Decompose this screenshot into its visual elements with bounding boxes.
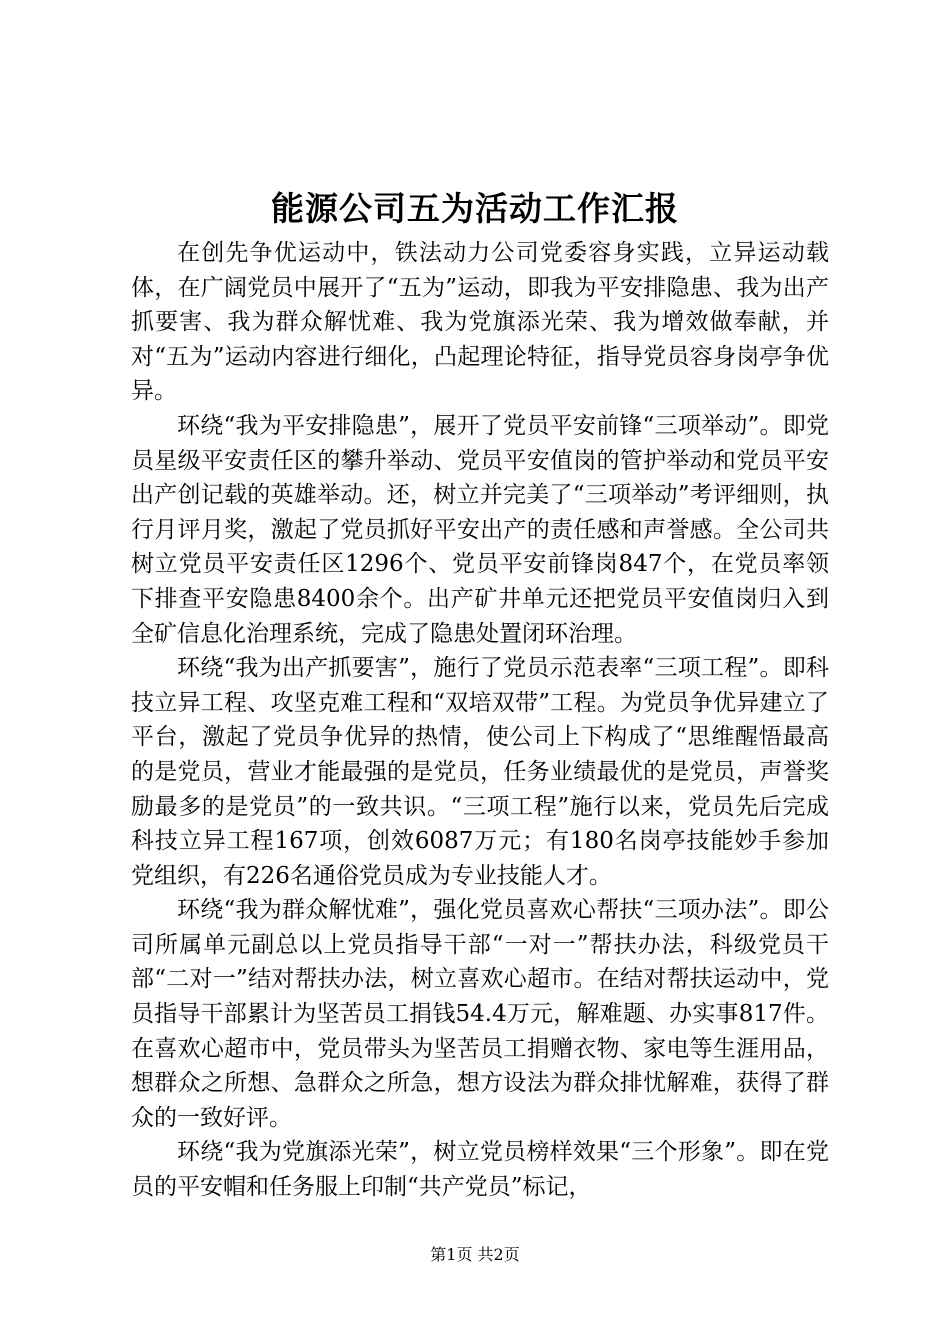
document-title: 能源公司五为活动工作汇报 bbox=[271, 189, 679, 228]
paragraph-intro: 在创先争优运动中，铁法动力公司党委容身实践，立异运动载体，在广阔党员中展开了“五为”运动，即我为平安排隐患、我为出产抓要害、我为群众解忧难、我为党旗添光荣、我为增效做奉献，并对“五为”运动内容进行细化，凸起理论特征，指导党员容身岗亭争优异。 bbox=[131, 240, 829, 405]
paragraph-safety: 环绕“我为平安排隐患”，展开了党员平安前锋“三项举动”。即党员星级平安责任区的攀升举动、党员平安值岗的管护举动和党员平安出产创记载的英雄举动。还，树立并完美了“三项举动”考评细则，执行月评月奖，激起了党员抓好平安出产的责任感和声誉感。全公司共树立党员平安责任区1296个、党员平安前锋岗847个，在党员率领下排查平安隐患8400余个。出产矿井单元还把党员平安值岗归入到全矿信息化治理系统，完成了隐患处置闭环治理。 bbox=[131, 412, 829, 647]
paragraph-party-flag: 环绕“我为党旗添光荣”，树立党员榜样效果“三个形象”。即在党员的平安帽和任务服上印制“共产党员”标记， bbox=[131, 1139, 829, 1201]
document-body bbox=[131, 236, 829, 1205]
page-footer: 第1页 共2页 bbox=[430, 1245, 520, 1264]
paragraph-masses: 环绕“我为群众解忧难”，强化党员喜欢心帮扶“三项办法”。即公司所属单元副总以上党员指导干部“一对一”帮扶办法，科级党员干部“二对一”结对帮扶办法，树立喜欢心超市。在结对帮扶运动中，党员指导干部累计为坚苦员工捐钱54.4万元，解难题、办实事817件。在喜欢心超市中，党员带头为坚苦员工捐赠衣物、家电等生涯用品，想群众之所想、急群众之所急，想方设法为群众排忧解难，获得了群众的一致好评。 bbox=[131, 897, 829, 1131]
paragraph-production: 环绕“我为出产抓要害”，施行了党员示范表率“三项工程”。即科技立异工程、攻坚克难工程和“双培双带”工程。为党员争优异建立了平台，激起了党员争优异的热情，使公司上下构成了“思维醒悟最高的是党员，营业才能最强的是党员，任务业绩最优的是党员，声誉奖励最多的是党员”的一致共识。“三项工程”施行以来，党员先后完成科技立异工程167项，创效6087万元；有180名岗亭技能妙手参加党组织，有226名通俗党员成为专业技能人才。 bbox=[131, 655, 829, 889]
